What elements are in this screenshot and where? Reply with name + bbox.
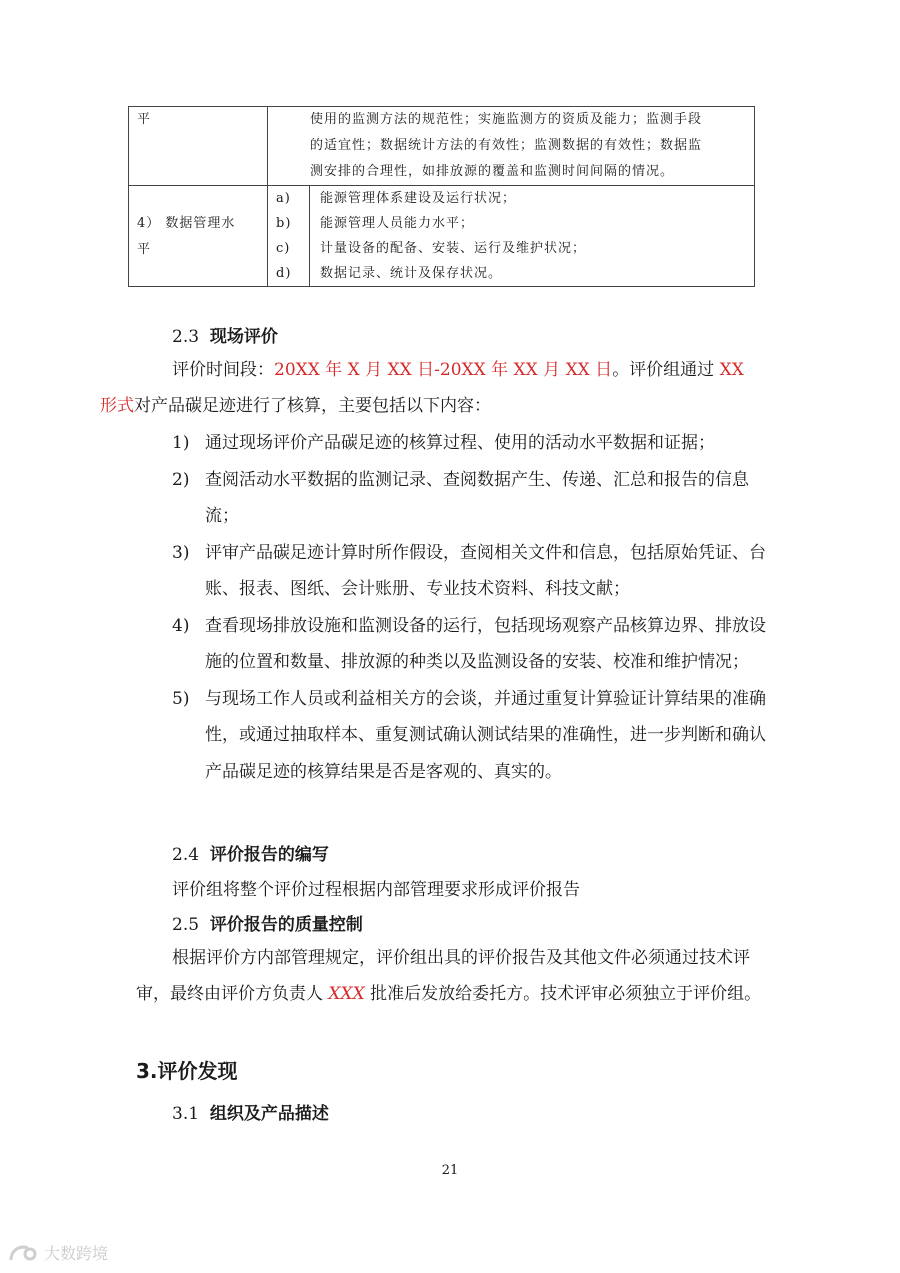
list-item [172,462,772,535]
table-cell-content [268,186,755,287]
list-item [172,425,772,462]
paragraph-quality-control [136,940,766,1012]
item-marker: c) [268,236,310,261]
list-item [268,211,754,236]
item-number: 4) [172,615,190,636]
highlight-person: XXX [328,984,365,1004]
item-text: 能源管理体系建设及运行状况； [320,191,517,206]
table-row [129,107,755,186]
section-heading-2-4 [172,840,329,865]
section-heading-3-1 [172,1099,329,1124]
item-marker: b) [268,211,310,236]
highlight-form: 形式 [100,396,134,416]
section-title: 现场评价 [209,327,278,347]
paragraph-evaluation-period [100,352,766,424]
item-text: 能源管理人员能力水平； [320,216,475,231]
section-number: 2.5 [172,915,200,935]
text: 根据评价方内部管理规定，评价组出具的评价报告及其他文件必须通过技术评审，最终由评价方负责人 [136,948,750,1004]
item-text: 查看现场排放设施和监测设备的运行，包括现场观察产品核算边界、排放设施的位置和数量、排放源的种类以及监测设备的安装、校准和维护情况； [205,615,766,672]
text: 。评价组通过 [612,360,720,380]
item-text: 数据记录、统计及保存状况。 [320,266,503,281]
cell-text: 平 [137,242,152,257]
watermark-logo-icon [8,1242,38,1264]
review-items-list [172,425,772,790]
list-item [172,681,772,791]
table-cell-content [268,107,755,186]
item-text: 通过现场评价产品碳足迹的核算过程、使用的活动水平数据和证据； [205,433,715,453]
chapter-heading-3: 3.评价发现 [136,1059,238,1083]
text: 批准后发放给委托方。技术评审必须独立于评价组。 [364,984,762,1004]
section-heading-2-5 [172,910,363,935]
text: 对产品碳足迹进行了核算，主要包括以下内容： [134,396,491,416]
item-text: 评审产品碳足迹计算时所作假设，查阅相关文件和信息，包括原始凭证、台账、报表、图纸、会计账册、专业技术资料、科技文献； [205,542,766,599]
table-row [129,186,755,287]
section-title: 评价报告的编写 [209,845,329,865]
section-title: 组织及产品描述 [209,1104,329,1124]
cell-text: 4） 数据管理水 [137,216,236,231]
list-item [268,186,754,211]
cell-line: 的适宜性；数据统计方法的有效性；监测数据的有效性；数据监 [310,138,703,153]
section-heading-2-3 [172,322,278,347]
item-number: 2) [172,469,190,490]
table-cell-criterion [129,107,268,186]
section-number: 2.4 [172,845,200,865]
list-item [172,535,772,608]
page-number: 21 [441,1163,459,1178]
item-number: 3) [172,542,190,563]
watermark-text: 大数跨境 [44,1244,109,1263]
watermark [8,1241,108,1264]
item-text: 与现场工作人员或利益相关方的会谈，并通过重复计算验证计算结果的准确性，或通过抽取样本、重复测试确认测试结果的准确性，进一步判断和确认产品碳足迹的核算结果是否是客观的、真实的。 [205,688,766,782]
table-cell-criterion [129,186,268,287]
text: 评价时间段： [172,360,274,380]
cell-line: 测安排的合理性，如排放源的覆盖和监测时间间隔的情况。 [310,164,675,179]
paragraph-report-writing: 评价组将整个评价过程根据内部管理要求形成评价报告 [172,880,580,900]
item-text: 计量设备的配备、安装、运行及维护状况； [320,241,587,256]
item-marker: d) [268,261,310,286]
evaluation-criteria-table [128,106,755,287]
cell-line: 使用的监测方法的规范性；实施监测方的资质及能力；监测手段 [310,112,703,127]
highlight-form: XX [719,360,744,380]
item-marker: a) [268,186,310,211]
section-number: 3.1 [172,1104,200,1124]
item-text: 查阅活动水平数据的监测记录、查阅数据产生、传递、汇总和报告的信息流； [205,469,749,526]
cell-text: 平 [137,112,152,127]
item-number: 1) [172,433,190,453]
list-item [268,236,754,261]
section-title: 评价报告的质量控制 [209,915,363,935]
item-number: 5) [172,688,190,709]
section-number: 2.3 [172,327,200,347]
list-item [268,261,754,286]
list-item [172,608,772,681]
highlight-date-range: 20XX 年 X 月 XX 日-20XX 年 XX 月 XX 日 [274,360,613,380]
